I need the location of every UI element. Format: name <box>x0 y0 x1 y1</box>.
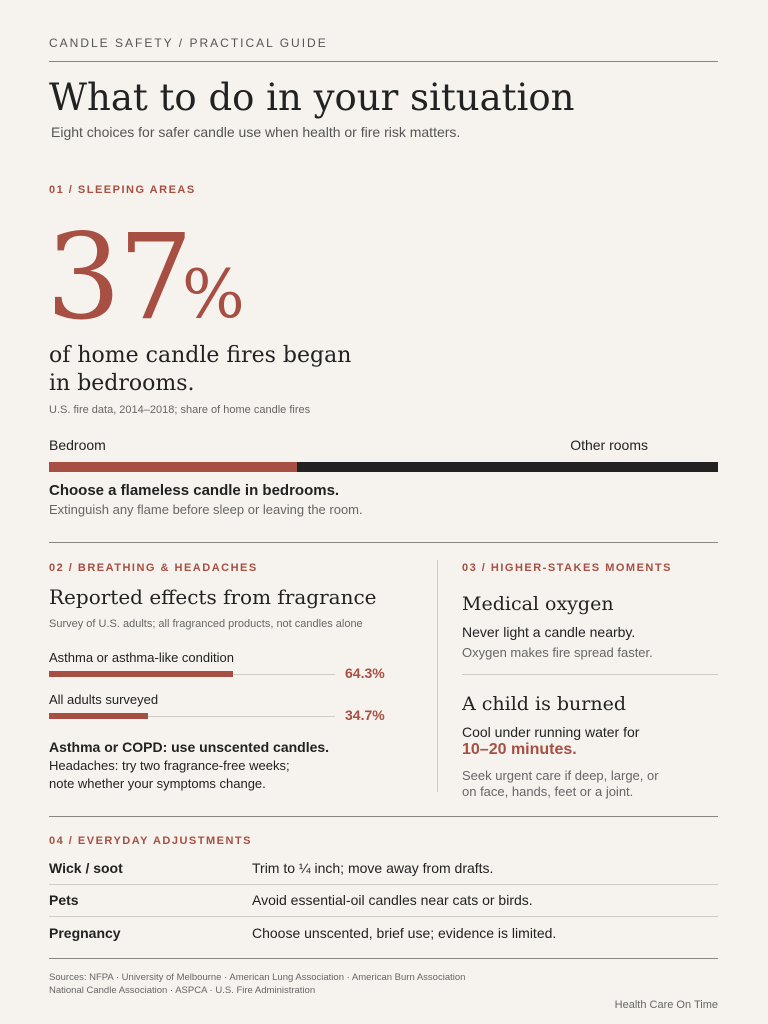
section-label-breathing: 02 / BREATHING & HEADACHES <box>49 562 258 574</box>
room-share-bar <box>49 462 718 472</box>
fragrance-title: Reported effects from fragrance <box>49 585 377 609</box>
guide-kicker: CANDLE SAFETY / PRACTICAL GUIDE <box>49 36 328 50</box>
adjustment-divider-2 <box>49 916 718 917</box>
higher-stakes-divider <box>462 674 718 675</box>
fragrance-note: Survey of U.S. adults; all fragranced products, not candles alone <box>49 618 363 630</box>
sources-line-1: Sources: NFPA · University of Melbourne · American Lung Association · American Burn Association <box>49 972 466 983</box>
burn-title: A child is burned <box>462 693 626 715</box>
section-label-higher-stakes: 03 / HIGHER-STAKES MOMENTS <box>462 562 672 574</box>
page-subtitle: Eight choices for safer candle use when health or fire risk matters. <box>51 124 461 140</box>
bar-fill-all-adults <box>49 713 148 719</box>
page-title: What to do in your situation <box>49 76 575 119</box>
bar-label-all-adults: All adults surveyed <box>49 692 159 707</box>
stat-line-2: in bedrooms. <box>49 371 195 396</box>
oxygen-advice: Never light a candle nearby. <box>462 624 636 640</box>
stat-source: U.S. fire data, 2014–2018; share of home candle fires <box>49 404 311 416</box>
brand-name: Health Care On Time <box>614 999 718 1011</box>
header-rule <box>49 61 718 62</box>
section-label-sleeping: 01 / SLEEPING AREAS <box>49 184 196 196</box>
breathing-advice: Asthma or COPD: use unscented candles. <box>49 739 330 755</box>
bedroom-advice-sub: Extinguish any flame before sleep or leaving the room. <box>49 502 363 517</box>
section-label-everyday: 04 / EVERYDAY ADJUSTMENTS <box>49 835 252 847</box>
stat-line-1: of home candle fires began <box>49 343 352 368</box>
bedroom-share-segment <box>49 462 297 472</box>
column-divider <box>437 560 438 792</box>
burn-time: 10–20 minutes. <box>462 741 577 758</box>
bar-label-other-rooms: Other rooms <box>570 437 648 453</box>
burn-advice: Cool under running water for <box>462 724 640 740</box>
bedroom-advice: Choose a flameless candle in bedrooms. <box>49 482 340 499</box>
headache-advice-1: Headaches: try two fragrance-free weeks; <box>49 758 290 773</box>
burn-note-1: Seek urgent care if deep, large, or <box>462 768 659 783</box>
stat-unit: % <box>182 256 245 333</box>
bar-value-asthma: 64.3% <box>345 665 385 681</box>
adjustment-text-pets: Avoid essential-oil candles near cats or birds. <box>252 892 533 908</box>
adjustment-label-pets: Pets <box>49 892 79 908</box>
adjustment-divider-1 <box>49 884 718 885</box>
stat-number: 37 <box>46 208 191 346</box>
burn-note-2: on face, hands, feet or a joint. <box>462 784 634 799</box>
adjustment-label-wick: Wick / soot <box>49 860 123 876</box>
oxygen-title: Medical oxygen <box>462 593 614 615</box>
sources-line-2: National Candle Association · ASPCA · U.S. Fire Administration <box>49 985 316 996</box>
bar-fill-asthma <box>49 671 233 677</box>
footer-rule <box>49 958 718 959</box>
adjustment-text-wick: Trim to ¼ inch; move away from drafts. <box>252 860 494 876</box>
oxygen-note: Oxygen makes fire spread faster. <box>462 645 653 660</box>
bar-label-asthma: Asthma or asthma-like condition <box>49 650 234 665</box>
section-rule-1 <box>49 542 718 543</box>
headache-advice-2: note whether your symptoms change. <box>49 776 266 791</box>
bar-label-bedroom: Bedroom <box>49 437 106 453</box>
adjustment-text-pregnancy: Choose unscented, brief use; evidence is limited. <box>252 925 557 941</box>
adjustment-label-pregnancy: Pregnancy <box>49 925 121 941</box>
section-rule-2 <box>49 816 718 817</box>
bar-value-all-adults: 34.7% <box>345 707 385 723</box>
